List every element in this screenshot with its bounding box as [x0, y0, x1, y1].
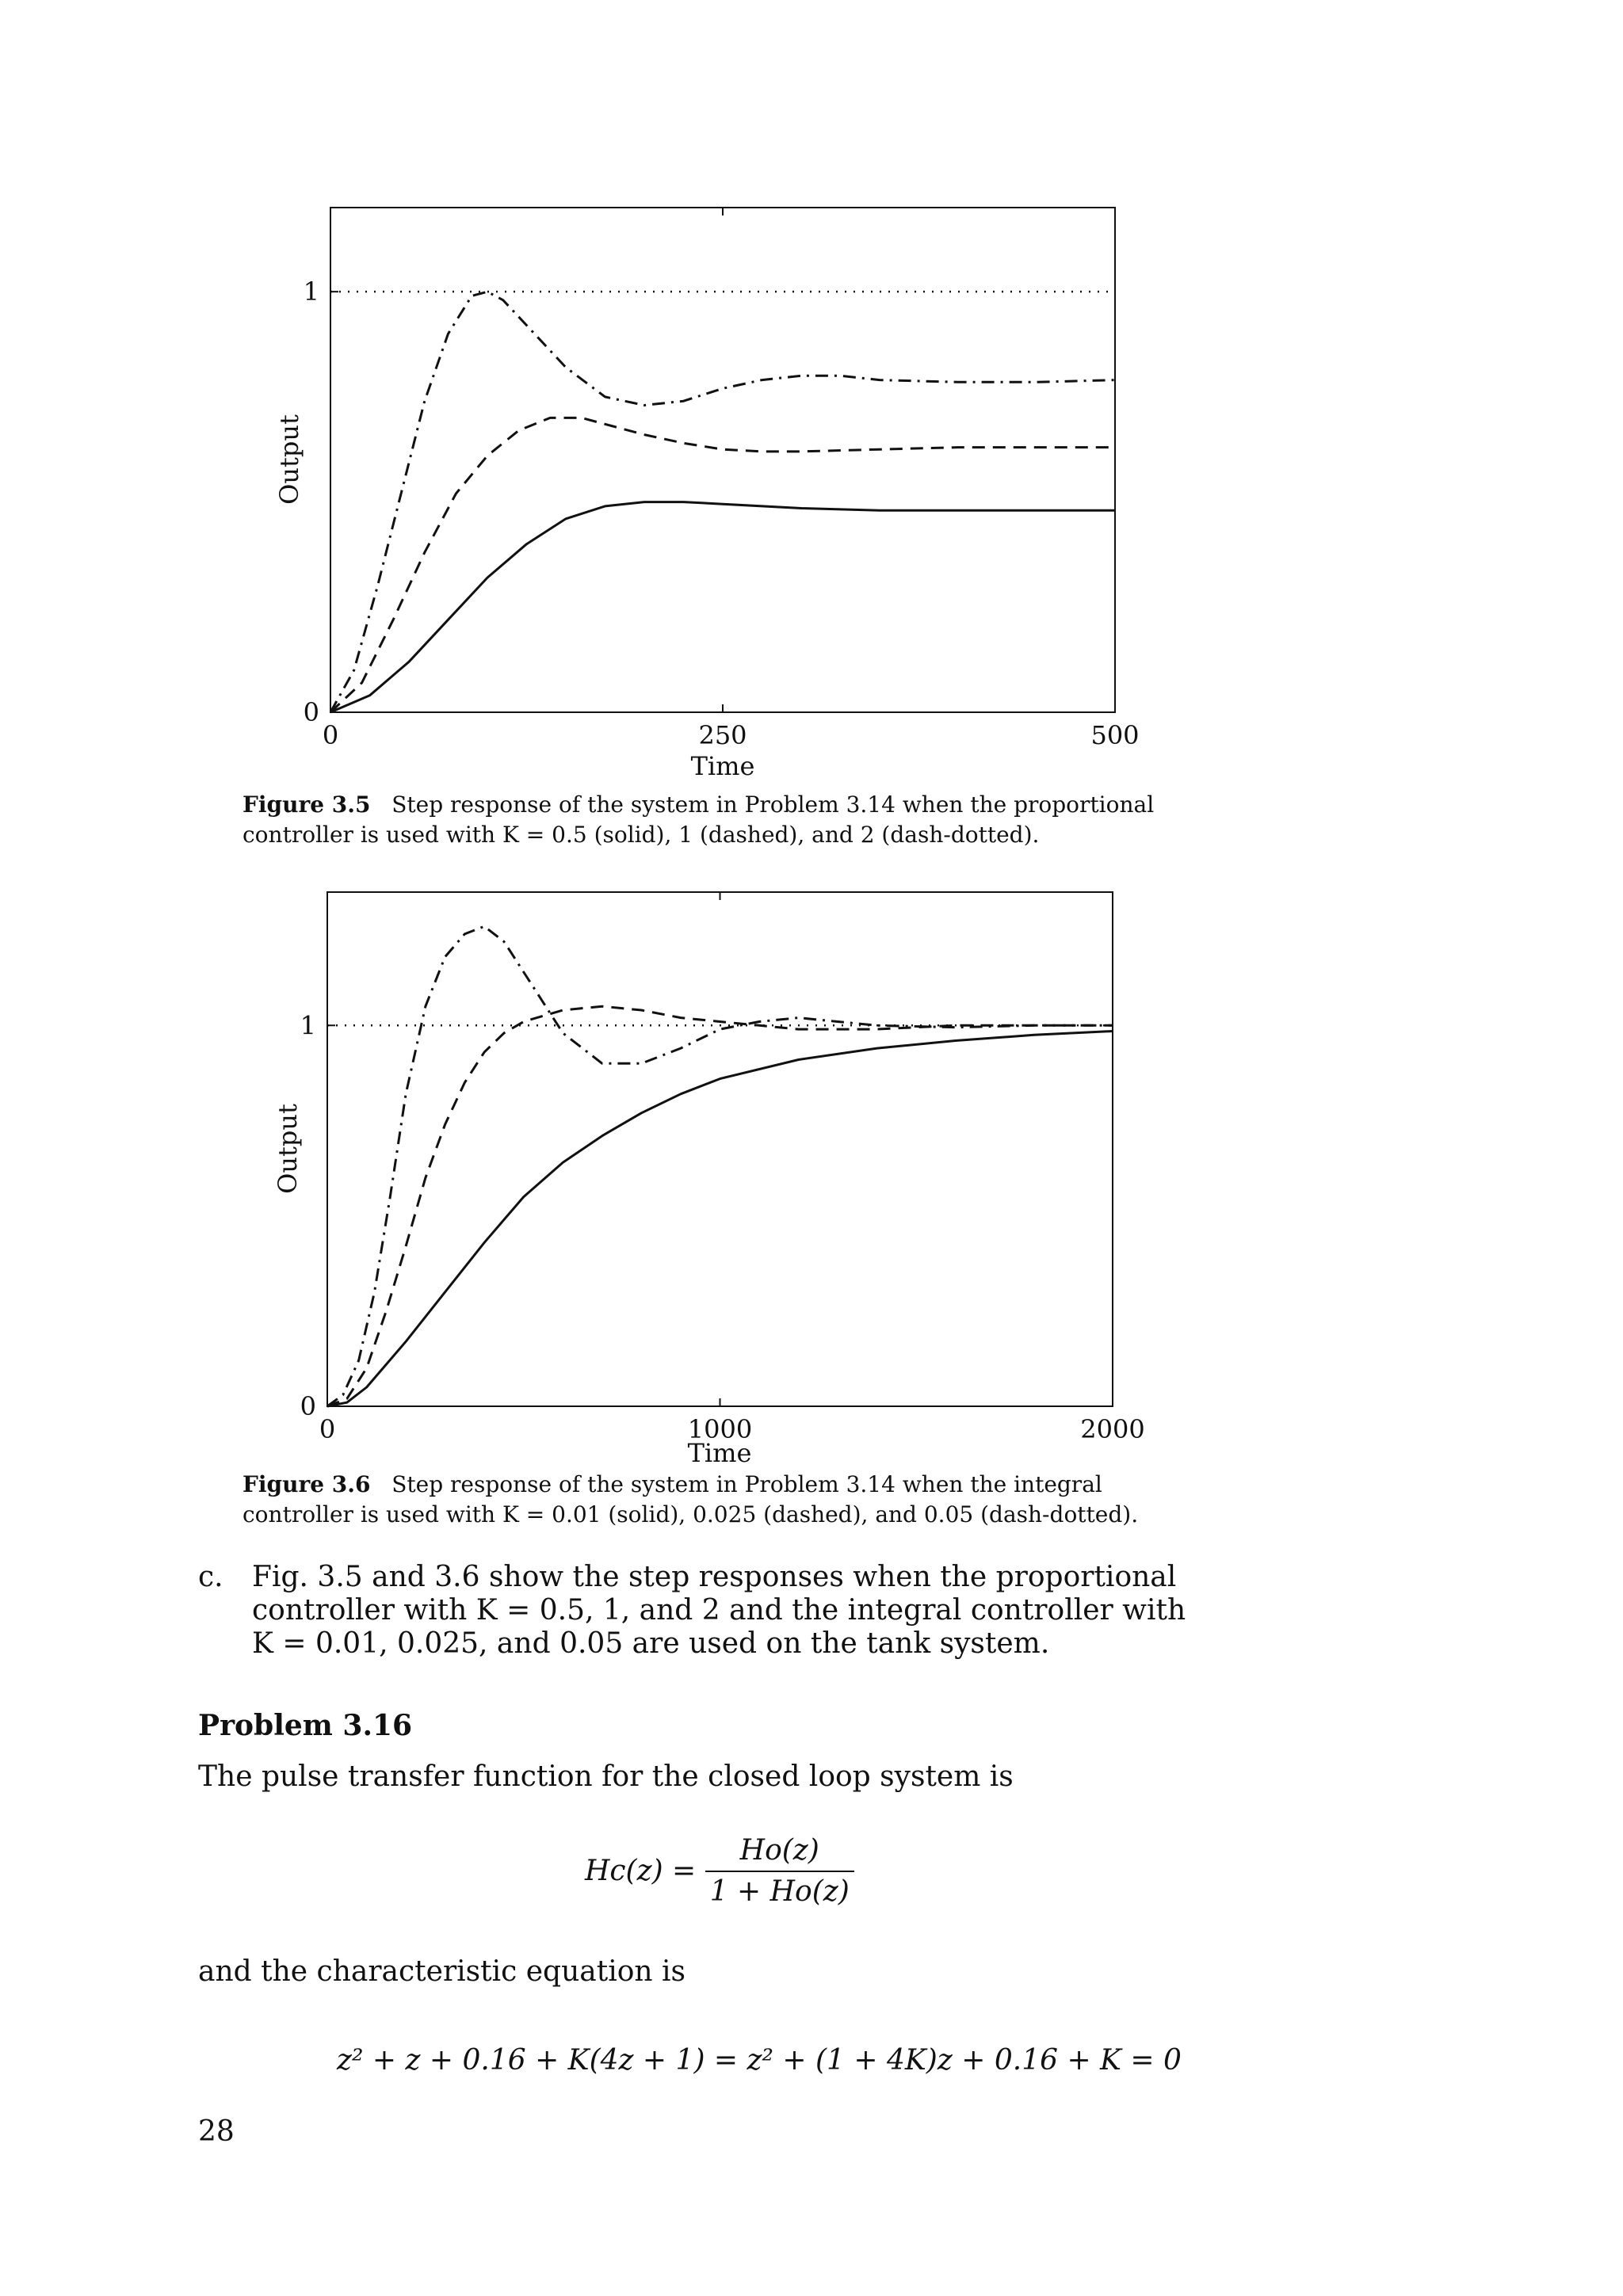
figure-3-6-caption — [242, 1470, 1217, 1530]
x-tick-label: 0 — [319, 1414, 336, 1444]
y-tick-label: 0 — [300, 1391, 316, 1421]
series-group — [327, 926, 1113, 1406]
series-line-dashdot — [327, 926, 1113, 1406]
x-axis-label: Time — [687, 1438, 752, 1466]
problem-heading: Problem 3.16 — [198, 1709, 413, 1742]
figure-caption-text: Step response of the system in Problem 3.14 when the integral controller is used with K = 0.01 (solid), 0.025 (dashed), and 0.05 (dash-dotted). — [242, 1471, 1139, 1527]
figure-3-5-caption — [242, 790, 1217, 850]
y-tick-label: 0 — [303, 697, 319, 727]
series-group — [330, 292, 1115, 712]
y-axis-label: Output — [273, 1104, 303, 1194]
item-c-text: Fig. 3.5 and 3.6 show the step responses when the proportional controller with K = 0.5, 1, and 2 and the integral controller with K = 0.01, 0.025, and 0.05 are used on the tank system. — [252, 1561, 1186, 1660]
series-line-solid — [327, 1032, 1113, 1407]
x-tick-label: 500 — [1090, 720, 1140, 750]
tick-group — [300, 892, 1145, 1444]
figure-3-5-chart — [238, 190, 1149, 776]
x-tick-label: 250 — [698, 720, 747, 750]
series-line-dashdot — [330, 292, 1115, 712]
series-line-dashed — [327, 1006, 1113, 1406]
characteristic-equation: z² + z + 0.16 + K(4z + 1) = z² + (1 + 4K)z + 0.16 + K = 0 — [337, 2044, 1182, 2077]
figure-caption-text: Step response of the system in Problem 3.14 when the proportional controller is used with K = 0.5 (solid), 1 (dashed), and 2 (dash-dotted). — [242, 791, 1155, 848]
figure-label: Figure 3.6 — [242, 1471, 371, 1497]
item-marker: c. — [198, 1561, 223, 1593]
tick-group — [304, 208, 1140, 750]
transfer-function-equation — [585, 1834, 854, 1909]
problem-intro: The pulse transfer function for the closed loop system is — [198, 1760, 1014, 1793]
x-tick-label: 1000 — [687, 1414, 753, 1444]
x-tick-label: 2000 — [1080, 1414, 1145, 1444]
fraction-denominator: 1 + Ho(z) — [709, 1875, 850, 1908]
figure-3-6-chart — [238, 871, 1149, 1466]
plot-frame — [327, 892, 1113, 1406]
figure-label: Figure 3.5 — [242, 791, 371, 818]
equation-lhs: Hc(z) = — [585, 1855, 697, 1887]
x-axis-label: Time — [690, 751, 755, 776]
fraction-numerator: Ho(z) — [705, 1834, 854, 1872]
y-axis-label: Output — [274, 414, 304, 505]
series-line-solid — [330, 502, 1115, 712]
series-line-dashed — [330, 418, 1115, 712]
plot-frame — [330, 208, 1115, 712]
characteristic-intro: and the characteristic equation is — [198, 1955, 686, 1988]
page-number: 28 — [198, 2115, 235, 2148]
y-tick-label: 1 — [303, 277, 319, 307]
y-tick-label: 1 — [300, 1010, 316, 1041]
x-tick-label: 0 — [322, 720, 339, 750]
fraction — [705, 1834, 854, 1909]
